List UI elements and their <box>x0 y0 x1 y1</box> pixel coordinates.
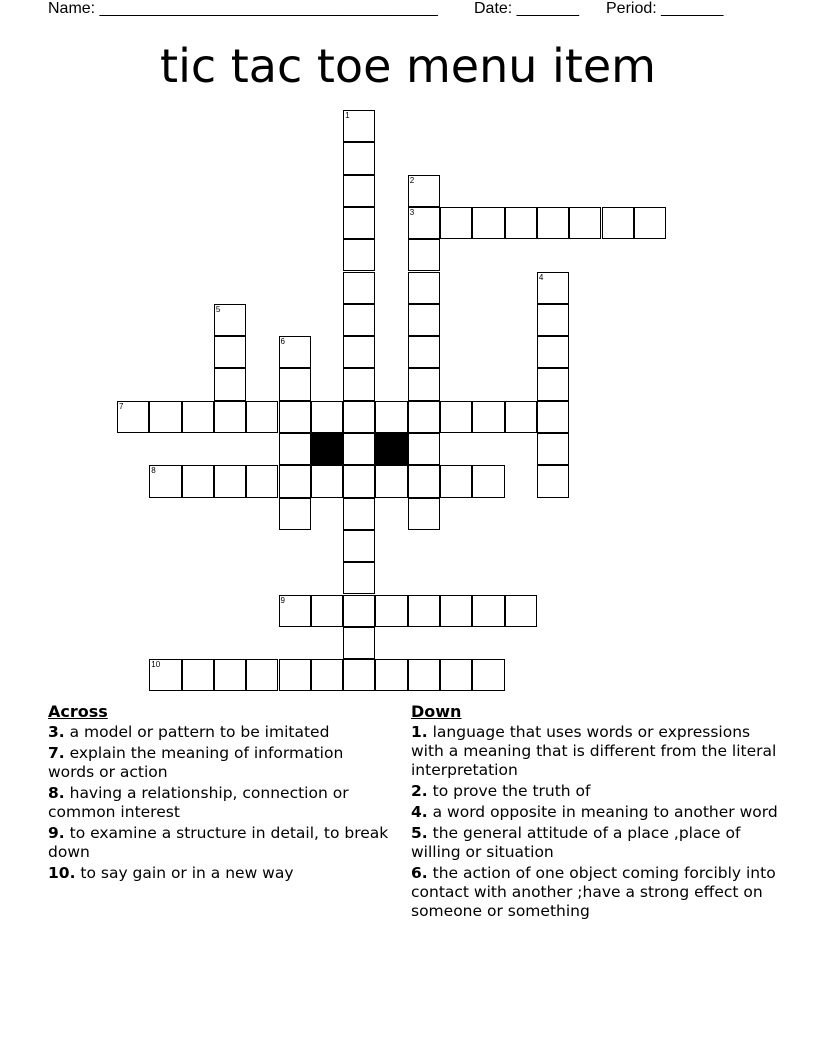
grid-cell[interactable] <box>408 498 440 530</box>
grid-cell[interactable] <box>537 433 569 465</box>
grid-cell[interactable] <box>214 659 246 691</box>
grid-cell[interactable] <box>408 207 440 239</box>
grid-cell[interactable] <box>375 465 407 497</box>
grid-cell[interactable] <box>279 368 311 400</box>
grid-cell[interactable] <box>440 659 472 691</box>
clue-text: explain the meaning of information words or action <box>48 744 344 781</box>
grid-cell[interactable] <box>375 595 407 627</box>
grid-cell[interactable] <box>537 272 569 304</box>
clue-number: 9. <box>48 824 65 842</box>
grid-cell[interactable] <box>408 659 440 691</box>
grid-cell[interactable] <box>279 401 311 433</box>
grid-cell[interactable] <box>311 401 343 433</box>
clue-text: a model or pattern to be imitated <box>64 723 330 741</box>
grid-cell[interactable] <box>408 401 440 433</box>
grid-cell[interactable] <box>214 336 246 368</box>
grid-cell[interactable] <box>246 465 278 497</box>
grid-cell[interactable] <box>149 659 181 691</box>
grid-cell[interactable] <box>214 368 246 400</box>
grid-cell[interactable] <box>343 368 375 400</box>
date-field[interactable]: Date: _______ <box>474 0 579 17</box>
page-title: tic tac toe menu item <box>160 39 656 93</box>
grid-cell[interactable] <box>408 304 440 336</box>
grid-cell[interactable] <box>214 304 246 336</box>
clue-item <box>411 824 781 862</box>
grid-cell[interactable] <box>343 272 375 304</box>
clue-item <box>411 782 781 801</box>
clue-item <box>48 864 393 883</box>
clue-number: 7. <box>48 744 65 762</box>
grid-cell[interactable] <box>602 207 634 239</box>
clue-number: 1. <box>411 723 428 741</box>
clue-item <box>411 864 781 921</box>
grid-cell[interactable] <box>472 207 504 239</box>
grid-cell[interactable] <box>343 595 375 627</box>
grid-cell[interactable] <box>343 401 375 433</box>
clue-item <box>48 824 393 862</box>
clue-text: the general attitude of a place ,place of willing or situation <box>411 824 741 861</box>
grid-cell[interactable] <box>246 659 278 691</box>
cell-number: 8 <box>151 466 156 476</box>
grid-cell[interactable] <box>505 207 537 239</box>
black-cell <box>311 433 343 465</box>
black-cell <box>375 433 407 465</box>
clue-text: the action of one object coming forcibly into contact with another ;have a strong effect on someone or something <box>411 864 776 920</box>
across-clues <box>48 702 393 885</box>
grid-cell[interactable] <box>279 498 311 530</box>
grid-cell[interactable] <box>472 401 504 433</box>
grid-cell[interactable] <box>311 659 343 691</box>
grid-cell[interactable] <box>537 207 569 239</box>
clue-number: 4. <box>411 803 428 821</box>
grid-cell[interactable] <box>343 659 375 691</box>
grid-cell[interactable] <box>634 207 666 239</box>
clue-item <box>411 723 781 780</box>
grid-cell[interactable] <box>408 433 440 465</box>
grid-cell[interactable] <box>343 336 375 368</box>
clue-number: 10. <box>48 864 76 882</box>
clue-number: 2. <box>411 782 428 800</box>
cell-number: 3 <box>409 207 415 217</box>
grid-cell[interactable] <box>343 562 375 594</box>
clue-number: 5. <box>411 824 428 842</box>
grid-cell[interactable] <box>343 207 375 239</box>
grid-cell[interactable] <box>279 659 311 691</box>
grid-cell[interactable] <box>440 207 472 239</box>
grid-cell[interactable] <box>343 142 375 174</box>
grid-cell[interactable] <box>343 627 375 659</box>
grid-cell[interactable] <box>182 401 214 433</box>
name-field[interactable]: Name: ______________________________________ <box>48 0 438 17</box>
grid-cell[interactable] <box>505 595 537 627</box>
grid-cell[interactable] <box>149 465 181 497</box>
grid-cell[interactable] <box>375 659 407 691</box>
clue-item <box>48 744 393 782</box>
grid-cell[interactable] <box>375 401 407 433</box>
grid-cell[interactable] <box>182 659 214 691</box>
grid-cell[interactable] <box>569 207 601 239</box>
grid-cell[interactable] <box>408 465 440 497</box>
grid-cell[interactable] <box>343 530 375 562</box>
clue-number: 3. <box>48 723 65 741</box>
grid-cell[interactable] <box>214 401 246 433</box>
grid-cell[interactable] <box>440 401 472 433</box>
down-heading: Down <box>411 702 462 721</box>
clue-number: 8. <box>48 784 65 802</box>
clue-text: language that uses words or expressions with a meaning that is different from the literal interpretation <box>411 723 777 779</box>
clue-text: a word opposite in meaning to another word <box>427 803 778 821</box>
cell-number: 10 <box>151 660 161 670</box>
clue-text: to examine a structure in detail, to break down <box>48 824 389 861</box>
grid-cell[interactable] <box>472 465 504 497</box>
cell-number: 9 <box>280 595 285 605</box>
grid-cell[interactable] <box>408 595 440 627</box>
grid-cell[interactable] <box>408 336 440 368</box>
cell-number: 1 <box>345 111 350 120</box>
grid-cell[interactable] <box>537 336 569 368</box>
grid-cell[interactable] <box>408 272 440 304</box>
grid-cell[interactable] <box>149 401 181 433</box>
grid-cell[interactable] <box>343 433 375 465</box>
clue-text: having a relationship, connection or common interest <box>48 784 349 821</box>
grid-cell[interactable] <box>279 336 311 368</box>
clue-text: to prove the truth of <box>427 782 591 800</box>
grid-cell[interactable] <box>182 465 214 497</box>
clue-item <box>411 803 781 822</box>
cell-number: 5 <box>215 304 221 314</box>
cell-number: 7 <box>119 401 124 411</box>
cell-number: 2 <box>409 175 415 185</box>
grid-cell[interactable] <box>505 401 537 433</box>
grid-cell[interactable] <box>343 465 375 497</box>
grid-cell[interactable] <box>472 659 504 691</box>
grid-cell[interactable] <box>343 304 375 336</box>
grid-cell[interactable] <box>311 465 343 497</box>
down-clues <box>411 702 781 923</box>
clue-number: 6. <box>411 864 428 882</box>
grid-cell[interactable] <box>343 239 375 271</box>
grid-cell[interactable] <box>117 401 149 433</box>
grid-cell[interactable] <box>408 239 440 271</box>
grid-cell[interactable] <box>537 304 569 336</box>
grid-cell[interactable] <box>279 595 311 627</box>
grid-cell[interactable] <box>343 110 375 142</box>
grid-cell[interactable] <box>537 368 569 400</box>
grid-cell[interactable] <box>279 433 311 465</box>
grid-cell[interactable] <box>343 175 375 207</box>
grid-cell[interactable] <box>343 498 375 530</box>
grid-cell[interactable] <box>472 595 504 627</box>
cell-number: 4 <box>538 272 544 282</box>
clue-item <box>48 723 393 742</box>
grid-cell[interactable] <box>440 595 472 627</box>
cell-number: 6 <box>280 337 285 347</box>
period-field[interactable]: Period: _______ <box>606 0 724 17</box>
grid-cell[interactable] <box>440 465 472 497</box>
grid-cell[interactable] <box>311 595 343 627</box>
across-heading: Across <box>48 702 108 721</box>
grid-cell[interactable] <box>246 401 278 433</box>
clue-item <box>48 784 393 822</box>
clue-text: to say gain or in a new way <box>75 864 294 882</box>
grid-cell[interactable] <box>537 401 569 433</box>
grid-cell[interactable] <box>214 465 246 497</box>
grid-cell[interactable] <box>408 368 440 400</box>
grid-cell[interactable] <box>537 465 569 497</box>
grid-cell[interactable] <box>408 175 440 207</box>
grid-cell[interactable] <box>279 465 311 497</box>
